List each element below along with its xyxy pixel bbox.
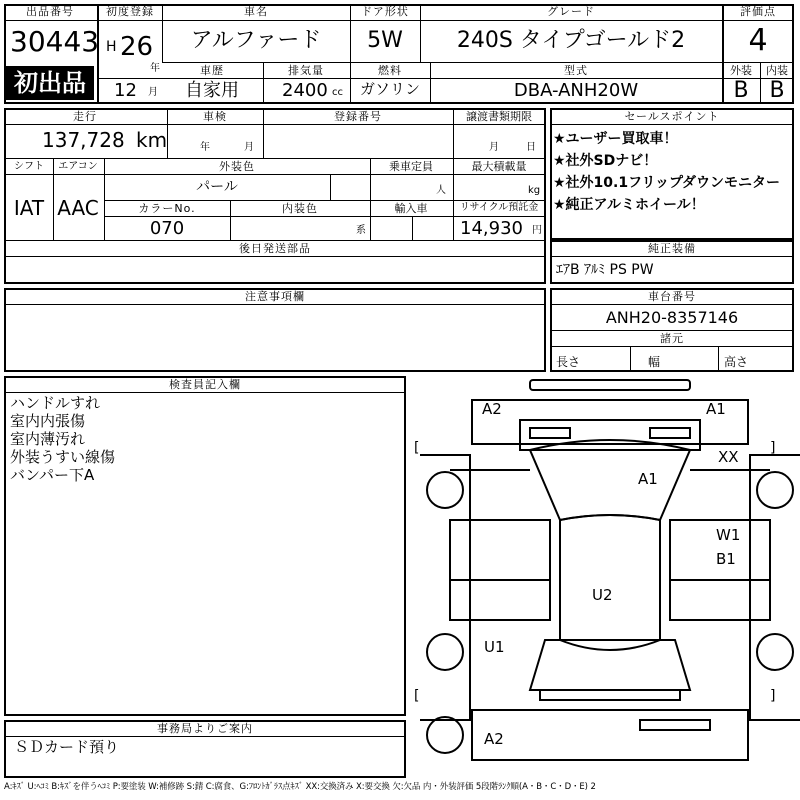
grade: 240S タイプゴールド2 [456,28,686,53]
shift: IAT [13,196,45,220]
sales-points-section [550,108,794,240]
lot-label: 出品番号 [26,5,74,18]
damage-xx: XX [718,448,739,466]
inspector-note: 外装うすい線傷 [10,448,116,466]
svg-text:]: ] [770,688,776,704]
month-unit: 月 [148,87,158,98]
era: H [106,39,117,55]
interior-label: 内装 [766,64,788,77]
year-unit: 年 [150,63,160,74]
mileage-label: 走行 [73,110,97,123]
damage-b1: B1 [716,550,736,568]
damage-a1-front-right: A1 [706,400,726,418]
damage-u1: U1 [484,638,505,656]
score-label: 評価点 [740,5,776,18]
chassis-number-label: 車台番号 [648,290,696,303]
transfer-day-unit: 日 [526,142,536,153]
model-label: 型式 [564,64,588,77]
equipment-label: 純正装備 [648,242,696,255]
svg-text:[: [ [414,440,420,456]
recycle-unit: 円 [532,225,542,236]
damage-a2-front-left: A2 [482,400,502,418]
registration-number-label: 登録番号 [334,110,382,123]
recycle-fee: 14,930 [460,218,523,239]
first-reg-label: 初度登録 [106,5,154,18]
specs-label: 諸元 [660,332,684,345]
exterior-color-label: 外装色 [219,160,255,173]
displacement-label: 排気量 [288,64,324,77]
max-load-label: 最大積載量 [471,160,527,173]
history: 自家用 [185,80,239,101]
sales-point: ★社外SDナビ！ [553,153,658,169]
interior-grade: B [769,78,785,103]
later-parts-label: 後日発送部品 [239,242,311,255]
height-label: 高さ [724,355,749,369]
lot-number: 30443 [10,25,100,58]
door-label: ドア形状 [361,5,409,18]
damage-w1: W1 [716,526,741,544]
car-name-label: 車名 [244,5,268,18]
equipment: ｴｱB ｱﾙﾐ PS PW [556,262,654,278]
transfer-month-unit: 月 [489,142,499,153]
svg-text:[: [ [414,688,420,704]
capacity-unit: 人 [436,185,446,196]
svg-text:]: ] [770,440,776,456]
capacity-label: 乗車定員 [389,160,433,173]
exterior-label: 外装 [730,64,752,77]
color-number-label: カラーNo. [138,202,196,215]
score: 4 [748,23,768,58]
office-notice: ＳＤカード預り [14,738,120,756]
reg-year: 26 [120,32,154,62]
interior-color-label: 内装色 [282,202,318,215]
width-label: 幅 [648,355,661,369]
cc-unit: cc [332,87,343,98]
recycle-label: リサイクル預託金 [459,202,539,213]
inspector-notes-label: 検査員記入欄 [169,378,241,391]
fuel: ガソリン [359,80,421,98]
car-name: アルファード [190,28,322,53]
sales-points-label: セールスポイント [624,110,720,123]
sales-point: ★ユーザー買取車！ [553,131,678,147]
ins-year-unit: 年 [200,142,210,153]
import-label: 輸入車 [394,202,428,215]
mileage: 137,728 [42,128,125,152]
exterior-color: パール [196,179,238,195]
reg-month: 12 [114,80,137,101]
inspector-note: バンパー下A [10,466,95,484]
inspector-note: 室内内張傷 [10,412,86,430]
inspector-note: 室内薄汚れ [10,430,86,448]
color-number: 070 [149,218,185,239]
exterior-grade: B [733,78,749,103]
model-code: DBA-ANH20W [513,80,639,101]
damage-a2-rear: A2 [484,730,504,748]
interior-color-unit: 系 [356,225,366,236]
door-type: 5W [367,28,403,53]
load-unit: kg [528,185,541,196]
first-listing-badge: 初出品 [6,66,94,100]
chassis-number: ANH20-8357146 [605,308,739,327]
inspector-note: ハンドルすれ [10,394,101,412]
transfer-deadline-label: 譲渡書類期限 [466,110,532,123]
km-unit: km [136,128,168,152]
sales-point: ★純正アルミホイール！ [553,197,705,213]
history-label: 車歴 [200,64,224,77]
damage-u2: U2 [592,586,613,604]
grade-label: グレード [547,5,595,18]
sales-point: ★社外10.1フリップダウンモニター [553,175,780,191]
damage-a1-roof: A1 [638,470,658,488]
notes-label: 注意事項欄 [245,290,305,303]
office-notice-label: 事務局よりご案内 [157,722,253,735]
inspection-label: 車検 [203,110,227,123]
ins-month-unit: 月 [244,142,254,153]
fuel-label: 燃料 [378,64,402,77]
air-conditioner: AAC [57,196,99,220]
shift-label: シフト [14,161,44,172]
legend: A:ｷｽﾞ U:ﾍｺﾐ B:ｷｽﾞを伴うﾍｺﾐ P:要塗装 W:補修跡 S:錆 C:腐食、G:ﾌﾛﾝﾄｶﾞﾗｽ点ｷｽﾞ XX:交換済み X:要交換 欠:欠品 内・外装評価 5段階ﾗﾝｸ順(A・B・C・D・E) 2 [4,782,596,792]
displacement: 2400 [282,80,328,101]
ac-label: エアコン [58,161,98,172]
length-label: 長さ [556,355,581,369]
